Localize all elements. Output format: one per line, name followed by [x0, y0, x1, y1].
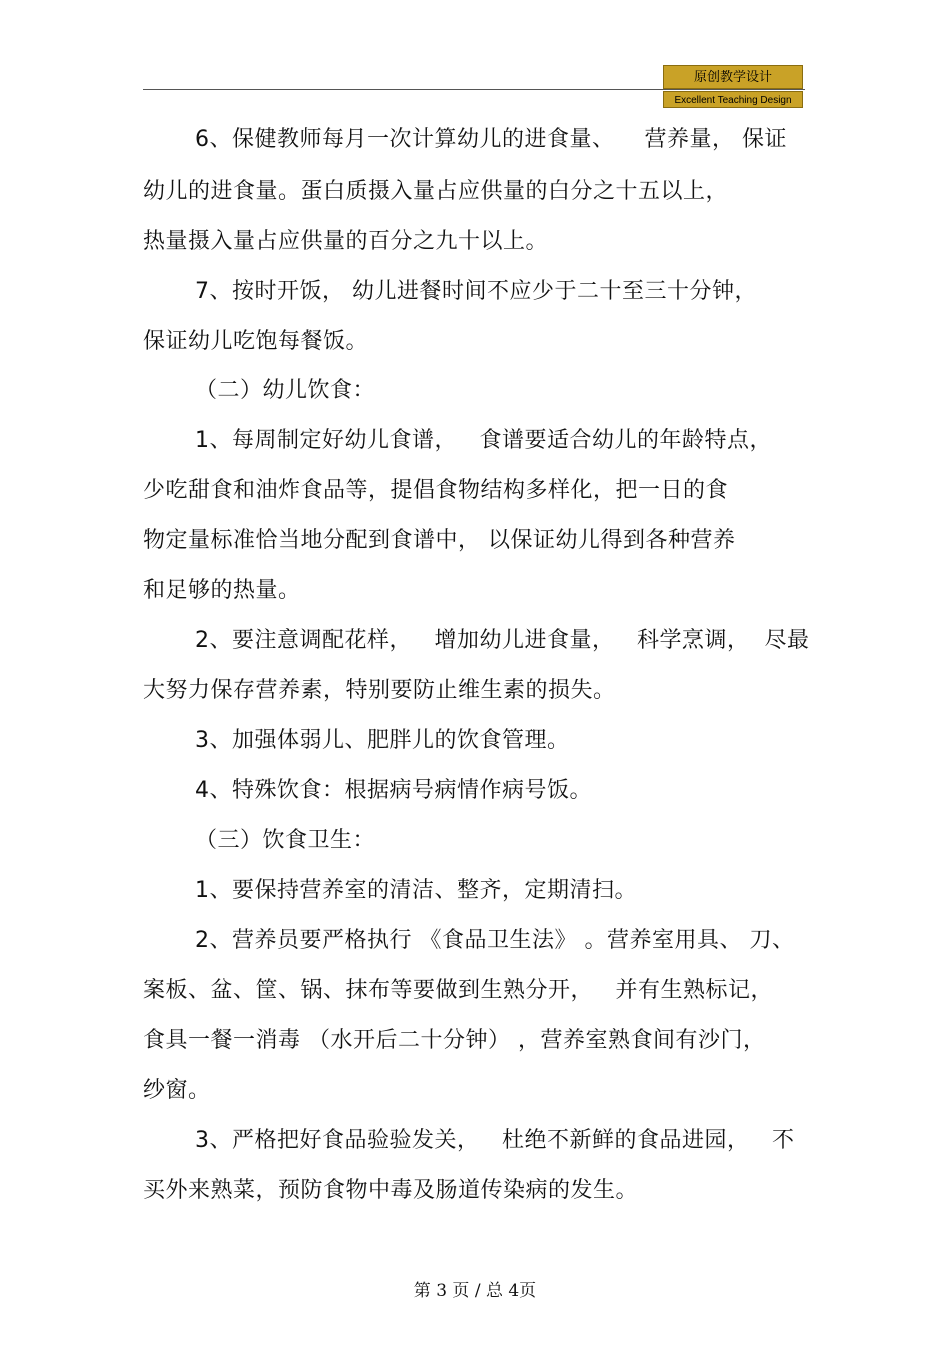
section-heading: （三）饮食卫生：	[195, 828, 376, 853]
text-line: 案板、盆、筐、锅、抹布等要做到生熟分开， 并有生熟标记，	[143, 978, 773, 1003]
text-line: 1、要保持营养室的清洁、整齐，定期清扫。	[195, 878, 637, 903]
header-badge	[663, 65, 803, 108]
text-line: 2、要注意调配花样， 增加幼儿进食量， 科学烹调， 尽最	[195, 628, 810, 653]
text-line: 食具一餐一消毒 （水开后二十分钟） ，营养室熟食间有沙门，	[143, 1028, 766, 1053]
text-line: 3、加强体弱儿、肥胖儿的饮食管理。	[195, 728, 570, 753]
text-line: 2、营养员要严格执行 《食品卫生法》 。营养室用具、 刀、	[195, 928, 795, 953]
text-line: 买外来熟菜，预防食物中毒及肠道传染病的发生。	[143, 1178, 639, 1203]
text-line: 3、严格把好食品验验发关， 杜绝不新鲜的食品进园， 不	[195, 1128, 795, 1153]
text-line: 7、按时开饭， 幼儿进餐时间不应少于二十至三十分钟，	[195, 279, 757, 304]
text-line: 热量摄入量占应供量的百分之九十以上。	[143, 229, 549, 254]
text-line: 1、每周制定好幼儿食谱， 食谱要适合幼儿的年龄特点，	[195, 428, 772, 453]
text-line: 4、特殊饮食：根据病号病情作病号饭。	[195, 778, 592, 803]
text-line: 物定量标准恰当地分配到食谱中， 以保证幼儿得到各种营养	[143, 528, 736, 553]
text-line: 大努力保存营养素，特别要防止维生素的损失。	[143, 678, 616, 703]
text-line: 6、保健教师每月一次计算幼儿的进食量、 营养量， 保证	[195, 127, 787, 152]
text-line: 纱窗。	[143, 1078, 211, 1103]
badge-subtitle: Excellent Teaching Design	[663, 91, 803, 108]
text-line: 少吃甜食和油炸食品等，提倡食物结构多样化，把一日的食	[143, 478, 729, 503]
badge-title: 原创教学设计	[663, 65, 803, 89]
text-line: 保证幼儿吃饱每餐饭。	[143, 329, 369, 354]
page-number: 第 3 页 / 总 4页	[413, 1281, 537, 1301]
text-line: 和足够的热量。	[143, 578, 301, 603]
section-heading: （二）幼儿饮食：	[195, 378, 376, 403]
text-line: 幼儿的进食量。蛋白质摄入量占应供量的白分之十五以上，	[143, 179, 729, 204]
